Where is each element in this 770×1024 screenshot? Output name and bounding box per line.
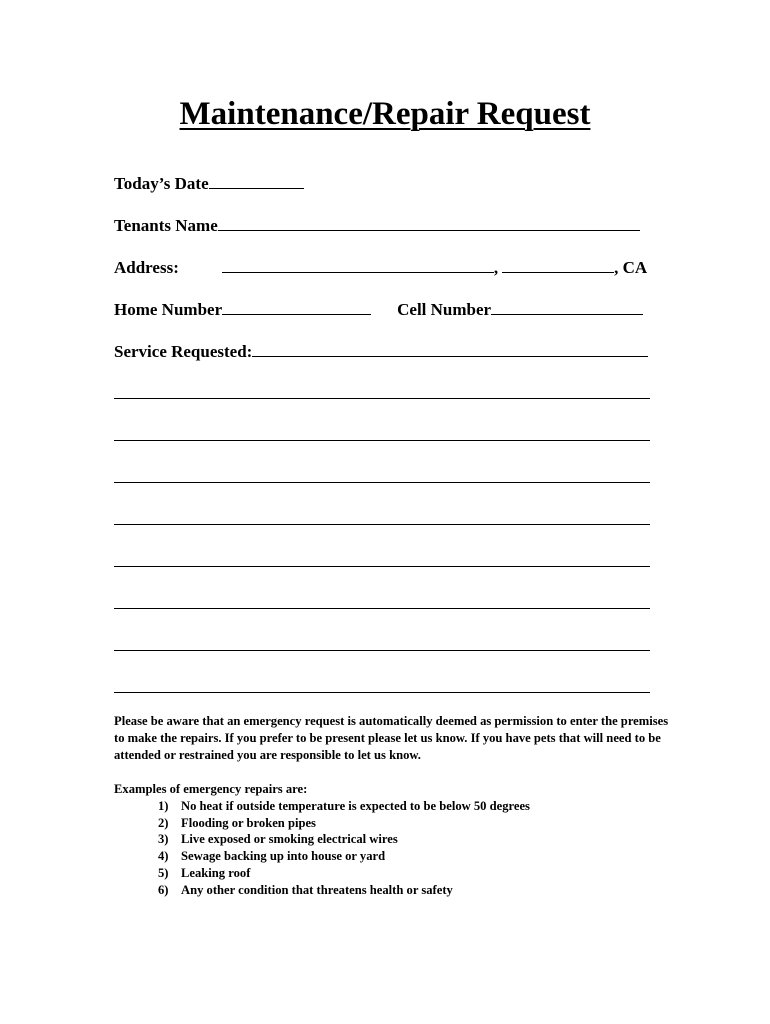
service-line[interactable] — [114, 608, 650, 609]
list-item-number: 5) — [158, 865, 169, 880]
phone-row — [114, 300, 643, 320]
todays-date-blank[interactable] — [209, 174, 304, 189]
list-item — [114, 882, 674, 899]
address-state: , CA — [614, 258, 648, 277]
list-item-text: Sewage backing up into house or yard — [181, 849, 386, 864]
tenants-name-label: Tenants Name — [114, 216, 218, 235]
emergency-examples — [114, 781, 674, 899]
service-line[interactable] — [114, 482, 650, 483]
service-line[interactable] — [114, 566, 650, 567]
service-requested-blank[interactable] — [252, 342, 648, 357]
service-line[interactable] — [114, 524, 650, 525]
list-item — [114, 848, 674, 865]
service-requested-label: Service Requested: — [114, 342, 253, 361]
list-item-text: Live exposed or smoking electrical wires — [181, 832, 398, 847]
examples-list — [114, 798, 674, 899]
list-item — [114, 865, 674, 882]
list-item-number: 2) — [158, 815, 169, 830]
list-item — [114, 815, 674, 832]
list-item-text: Flooding or broken pipes — [181, 815, 316, 830]
address-label: Address: — [114, 258, 179, 277]
service-requested-row — [114, 342, 648, 362]
todays-date-label: Today’s Date — [114, 174, 209, 193]
list-item-number: 4) — [158, 849, 169, 864]
address-row — [114, 258, 647, 278]
cell-number-blank[interactable] — [491, 300, 643, 315]
address-separator: , — [493, 258, 499, 277]
service-line[interactable] — [114, 440, 650, 441]
home-number-blank[interactable] — [222, 300, 371, 315]
page-title: Maintenance/Repair Request — [179, 96, 591, 132]
list-item-number: 3) — [158, 832, 169, 847]
list-item-number: 6) — [158, 882, 169, 897]
service-line[interactable] — [114, 398, 650, 399]
list-item — [114, 831, 674, 848]
tenants-name-row — [114, 216, 640, 236]
examples-heading: Examples of emergency repairs are: — [114, 782, 308, 796]
address-city-blank[interactable] — [502, 258, 614, 273]
address-street-blank[interactable] — [222, 258, 494, 273]
service-line[interactable] — [114, 692, 650, 693]
todays-date-row — [114, 174, 304, 194]
cell-number-label: Cell Number — [397, 300, 492, 319]
service-line[interactable] — [114, 650, 650, 651]
emergency-notice: Please be aware that an emergency request is automatically deemed as permission to enter the premises to make the repairs. If you prefer to be present please let us know. If you have pets that will need to be attended or restrained you are responsible to let us know. — [114, 714, 669, 762]
tenants-name-blank[interactable] — [218, 216, 640, 231]
home-number-label: Home Number — [114, 300, 223, 319]
list-item-text: No heat if outside temperature is expected to be below 50 degrees — [181, 798, 530, 813]
list-item — [114, 798, 674, 815]
list-item-text: Leaking roof — [181, 865, 251, 880]
list-item-number: 1) — [158, 798, 169, 813]
list-item-text: Any other condition that threatens health or safety — [181, 882, 453, 897]
